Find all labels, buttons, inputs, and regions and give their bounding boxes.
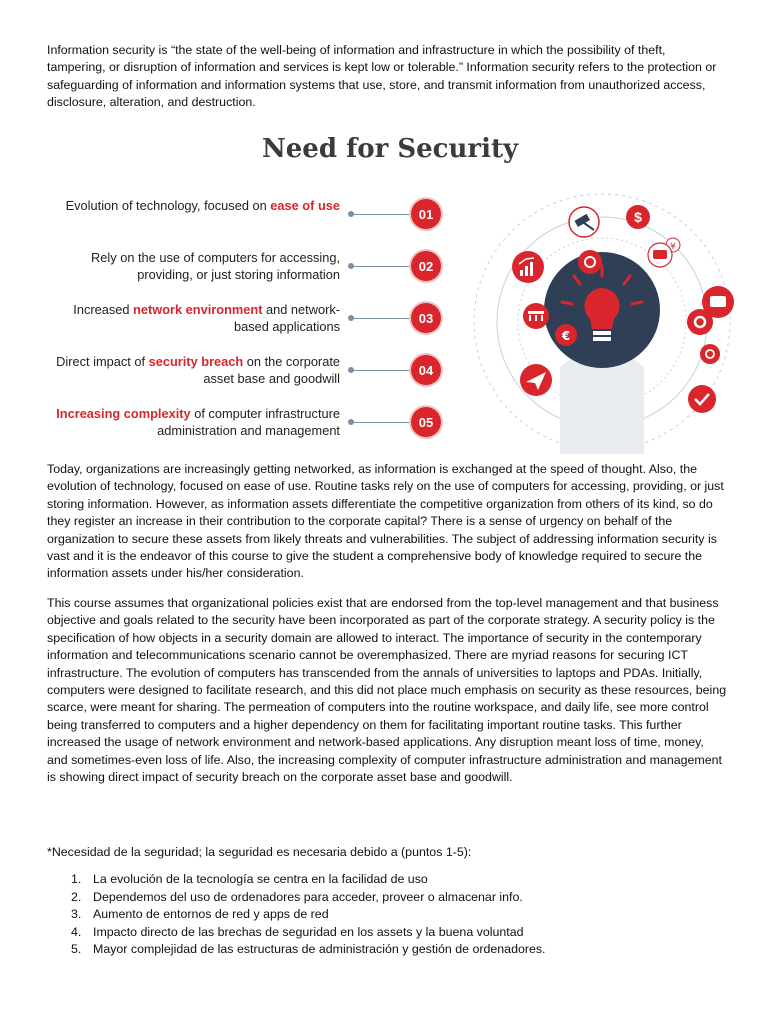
list-item bbox=[47, 889, 546, 907]
list-number: 1. bbox=[71, 872, 82, 886]
item-text: Evolution of technology, focused on bbox=[65, 198, 271, 213]
list-number: 3. bbox=[71, 907, 82, 922]
connector-line bbox=[350, 266, 410, 267]
svg-text:$: $ bbox=[634, 209, 642, 225]
figure-item-05 bbox=[40, 406, 450, 446]
item-text-post: and network-based applications bbox=[233, 302, 340, 334]
list-item bbox=[47, 924, 546, 942]
figure-title: Need for Security bbox=[262, 134, 519, 164]
gear-icon bbox=[687, 309, 713, 335]
dollar-icon bbox=[626, 205, 650, 229]
item-highlight: network environment bbox=[133, 302, 263, 317]
spanish-note-list bbox=[47, 871, 546, 959]
list-number: 2. bbox=[71, 889, 82, 904]
connector-line bbox=[350, 318, 410, 319]
list-item bbox=[47, 941, 546, 959]
badge-04: 04 bbox=[411, 355, 441, 385]
today-paragraph: Today, organizations are increasingly getting networked, as information is exchanged at the speed of thought. Also, the evolution of technology, focused on ease of use. Routine tasks rely on the use of computers for accessing, providing, or just storing information. However, as information assets differentiate the competitive organization from others of its kind, so do they register an increase in their contribution to the corporate capital? There is a sense of urgency on behalf of the organization to secure these assets from likely threats and vulnerabilities. The subject of addressing information security is vast and it is the endeavor of this course to give the student a comprehensive body of knowledge required to secure the information assets under his/her consideration. bbox=[47, 462, 724, 581]
list-text: La evolución de la tecnología se centra en la facilidad de uso bbox=[93, 872, 428, 886]
figure-item-02 bbox=[40, 250, 450, 290]
list-text: Dependemos del uso de ordenadores para acceder, proveer o almacenar info. bbox=[93, 889, 523, 904]
figure-item-04 bbox=[40, 354, 450, 394]
list-text: Mayor complejidad de las estructuras de administración y gestión de ordenadores. bbox=[93, 942, 546, 957]
chart-icon bbox=[512, 251, 544, 283]
refresh-icon-right bbox=[700, 344, 720, 364]
refresh-icon bbox=[578, 250, 602, 274]
list-text: Aumento de entornos de red y apps de red bbox=[93, 907, 329, 922]
need-for-security-figure bbox=[40, 130, 740, 455]
badge-02: 02 bbox=[411, 251, 441, 281]
item-highlight: Increasing complexity bbox=[56, 406, 191, 421]
connector-line bbox=[350, 370, 410, 371]
list-number: 4. bbox=[71, 924, 82, 939]
list-number: 5. bbox=[71, 942, 82, 957]
list-text: Impacto directo de las brechas de seguridad en los assets y la buena voluntad bbox=[93, 924, 524, 939]
badge-03: 03 bbox=[411, 303, 441, 333]
badge-05: 05 bbox=[411, 407, 441, 437]
list-item bbox=[47, 871, 546, 889]
course-paragraph: This course assumes that organizational policies exist that are endorsed from the top-level management and that business objective and goals related to the security have been incorporated as part of the corporate strategy. A security policy is the specification of how objects in a security domain are allowed to interact. The importance of security in the contemporary information and telecommunications scenario cannot be overemphasized. There are myriad reasons for securing ICT infrastructure. The evolution of computers has transcended from the annals of universities to laptops and PDAs. Initially, computers were designed to facilitate research, and this did not place much emphasis on security as these resources, being scarce, were meant for sharing. The permeation of computers into the routine workspace, and daily life, see more control being transferred to computers and a higher dependency on them for facilitating important routine tasks. This further increased the usage of network environment and network-based applications. Any disruption meant loss of time, money, and sometimes-even loss of life. Also, the increasing complexity of computer infrastructure administration and management is showing direct impact of security breach on the corporate asset base and goodwill. bbox=[47, 596, 727, 785]
item-text: Direct impact of bbox=[56, 354, 149, 369]
svg-text:¥: ¥ bbox=[670, 242, 676, 252]
gavel-icon bbox=[569, 207, 599, 237]
euro-icon bbox=[555, 324, 577, 346]
connector-line bbox=[350, 214, 410, 215]
list-item bbox=[47, 906, 546, 924]
item-text: Increased bbox=[73, 302, 134, 317]
item-text-post: of computer infrastructure administration and management bbox=[157, 406, 340, 438]
intro-paragraph: Information security is “the state of the well-being of information and infrastructure in which the possibility of theft, tampering, or disruption of information and services is kept low or tolerable.” Information security refers to the protection or safeguarding of information and information systems that use, store, and transmit information from unauthorized access, disclosure, alteration, and destruction. bbox=[47, 43, 717, 110]
connector-line bbox=[350, 422, 410, 423]
paper-plane-icon bbox=[520, 364, 552, 396]
spanish-note-heading: *Necesidad de la seguridad; la seguridad es necesaria debido a (puntos 1-5): bbox=[47, 845, 472, 859]
badge-01: 01 bbox=[411, 199, 441, 229]
security-illustration bbox=[462, 192, 740, 454]
bank-icon bbox=[523, 303, 549, 329]
item-highlight: security breach bbox=[148, 354, 244, 369]
figure-item-01 bbox=[40, 198, 450, 238]
figure-item-03 bbox=[40, 302, 450, 342]
svg-text:€: € bbox=[561, 329, 571, 343]
item-text-post: on the corporate asset base and goodwill bbox=[203, 354, 340, 386]
checkmark-icon bbox=[688, 385, 716, 413]
item-text: Rely on the use of computers for accessing, providing, or just storing information bbox=[91, 250, 340, 282]
item-highlight: ease of use bbox=[270, 198, 340, 213]
chat-icon bbox=[648, 243, 672, 267]
